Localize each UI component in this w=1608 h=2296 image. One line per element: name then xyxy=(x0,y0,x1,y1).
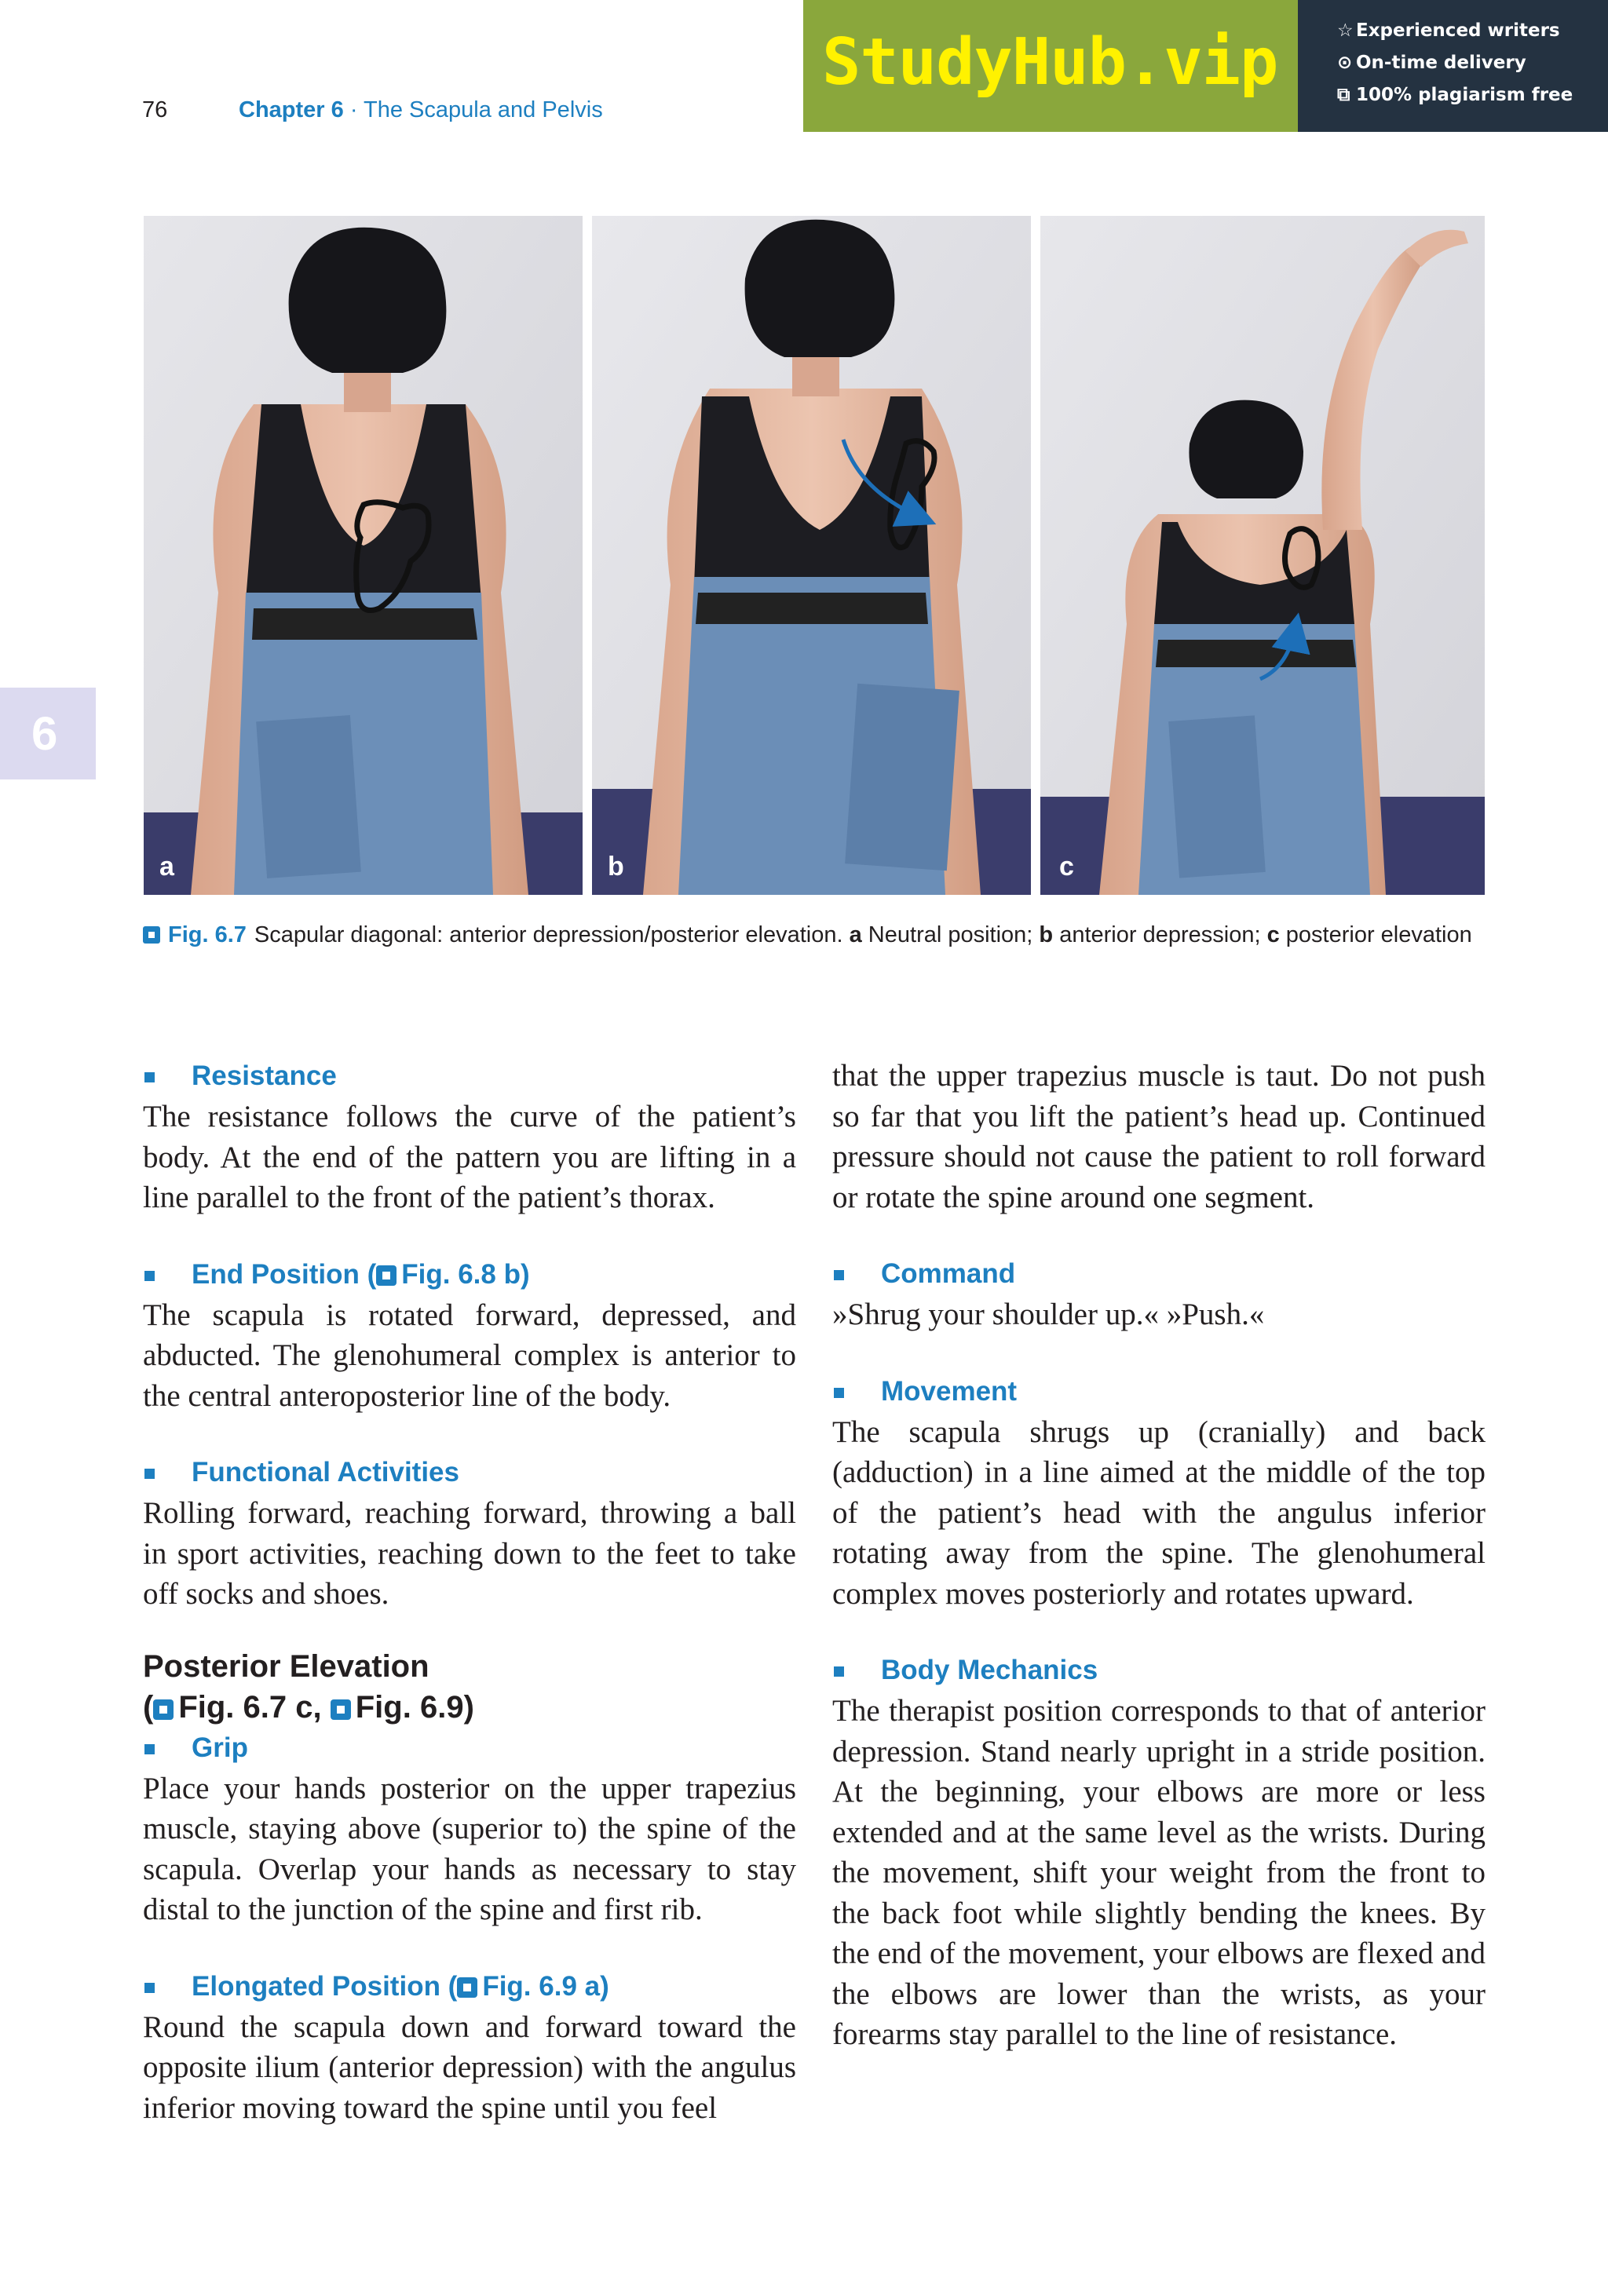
banner-feature-text: Experienced writers xyxy=(1356,20,1560,41)
banner-feature-text: 100% plagiarism free xyxy=(1356,85,1573,105)
photo-anterior-depression xyxy=(592,216,1031,895)
chapter-tab-number: 6 xyxy=(31,707,58,760)
chapter-label: Chapter 6 xyxy=(239,97,344,122)
figure-ref-icon xyxy=(331,1699,351,1720)
movement-text: The scapula shrugs up (cranially) and back (adduction) in a line aimed at the middle of the top of the patient’s head with the angulus inferior rotating away from the spine. The glenohumeral complex moves posteriorly and rotates upward. xyxy=(832,1414,1486,1611)
figure-ref-icon xyxy=(457,1977,477,1998)
figure-panel-b xyxy=(592,216,1031,895)
figure-icon xyxy=(143,926,160,944)
movement-heading: Movement xyxy=(832,1371,1486,1412)
command-heading: Command xyxy=(832,1254,1486,1294)
figure-ref[interactable]: Fig. 6.9 a) xyxy=(482,1970,609,2002)
clock-icon: ⊙ xyxy=(1337,53,1353,73)
caption-label: Fig. 6.7 xyxy=(168,922,247,947)
photo-neutral-position xyxy=(144,216,583,895)
running-head xyxy=(239,97,603,123)
panel-letter-a: a xyxy=(159,852,174,882)
end-position-text: The scapula is rotated forward, depressed, and abducted. The glenohumeral complex is anterior to the central anteroposterior line of the body. xyxy=(143,1298,796,1413)
caption-panel-a: a xyxy=(849,922,862,947)
banner-feature-writers xyxy=(1337,20,1560,41)
posterior-elevation-refs xyxy=(143,1687,796,1728)
resistance-heading: Resistance xyxy=(143,1056,796,1097)
photo-posterior-elevation xyxy=(1040,216,1485,895)
caption-panel-b: b xyxy=(1039,922,1054,947)
body-mechanics-heading: Body Mechanics xyxy=(832,1650,1486,1691)
chapter-tab xyxy=(0,688,96,779)
chapter-title: The Scapula and Pelvis xyxy=(364,97,603,122)
copy-icon: ⧉ xyxy=(1337,85,1350,105)
caption-text: anterior depression; xyxy=(1053,922,1267,947)
grip-heading: Grip xyxy=(143,1728,796,1769)
star-icon: ☆ xyxy=(1337,20,1354,41)
page-number: 76 xyxy=(142,97,168,122)
caption-text: Neutral position; xyxy=(861,922,1040,947)
studyhub-banner[interactable] xyxy=(803,0,1608,132)
studyhub-logo[interactable]: StudyHub.vip xyxy=(822,25,1278,100)
posterior-elevation-title: Posterior Elevation xyxy=(143,1648,429,1684)
resistance-text: The resistance follows the curve of the patient’s body. At the end of the pattern you are lifting in a line parallel to the front of the patient’s thorax. xyxy=(143,1100,796,1214)
figure-ref-icon xyxy=(153,1699,174,1720)
figure-panel-c xyxy=(1040,216,1485,895)
figure-ref-icon xyxy=(376,1265,397,1286)
continued-text: that the upper trapezius muscle is taut. Do not push so far that you lift the patient’s head up. Continued pressure should not cause the patient to roll forward or rotate the spine around one segment. xyxy=(832,1059,1486,1214)
grip-text: Place your hands posterior on the upper trapezius muscle, staying above (superior to) the spine of the scapula. Overlap your hands as necessary to stay distal to the junction of the spine and first rib. xyxy=(143,1771,796,1926)
body-mechanics-text: The therapist position corresponds to that of anterior depression. Stand nearly upright in a stride position. At the beginning, your elbows are more or less extended and at the same level as the wrists. During the movement, shift your weight from the front to the back foot while slightly bending the knees. By the end of the movement, your elbows are flexed and the elbows are lower than the wrists, as your forearms stay parallel to the line of resistance. xyxy=(832,1694,1486,2051)
caption-panel-c: c xyxy=(1266,922,1280,947)
heading-text: ( xyxy=(143,1689,154,1725)
elongated-position-heading xyxy=(143,1966,796,2007)
banner-feature-delivery xyxy=(1337,53,1526,73)
heading-text: Elongated Position ( xyxy=(192,1970,458,2002)
banner-feature-plagiarism xyxy=(1337,85,1573,105)
figure-ref[interactable]: Fig. 6.9) xyxy=(355,1689,474,1725)
functional-activities-heading: Functional Activities xyxy=(143,1452,796,1493)
panel-letter-b: b xyxy=(608,852,624,882)
caption-text: posterior elevation xyxy=(1279,922,1472,947)
caption-text: Scapular diagonal: anterior depression/posterior elevation. xyxy=(254,922,850,947)
elongated-position-text: Round the scapula down and forward toward the opposite ilium (anterior depression) with the angulus inferior moving toward the spine until you feel xyxy=(143,2009,796,2125)
right-column xyxy=(832,1056,1486,2055)
functional-activities-text: Rolling forward, reaching forward, throwing a ball in sport activities, reaching down to the feet to take off socks and shoes. xyxy=(143,1496,796,1611)
left-column xyxy=(143,1056,796,2128)
figure-caption xyxy=(143,918,1478,951)
figure-ref[interactable]: Fig. 6.8 b) xyxy=(401,1258,530,1290)
command-text: »Shrug your shoulder up.« »Push.« xyxy=(832,1298,1265,1331)
running-head-separator: · xyxy=(343,97,364,122)
heading-text: End Position ( xyxy=(192,1258,377,1290)
banner-feature-text: On-time delivery xyxy=(1356,53,1526,73)
end-position-heading xyxy=(143,1254,796,1295)
figure-ref[interactable]: Fig. 6.7 c, xyxy=(178,1689,322,1725)
panel-letter-c: c xyxy=(1059,852,1074,882)
figure-panel-a xyxy=(144,216,583,895)
